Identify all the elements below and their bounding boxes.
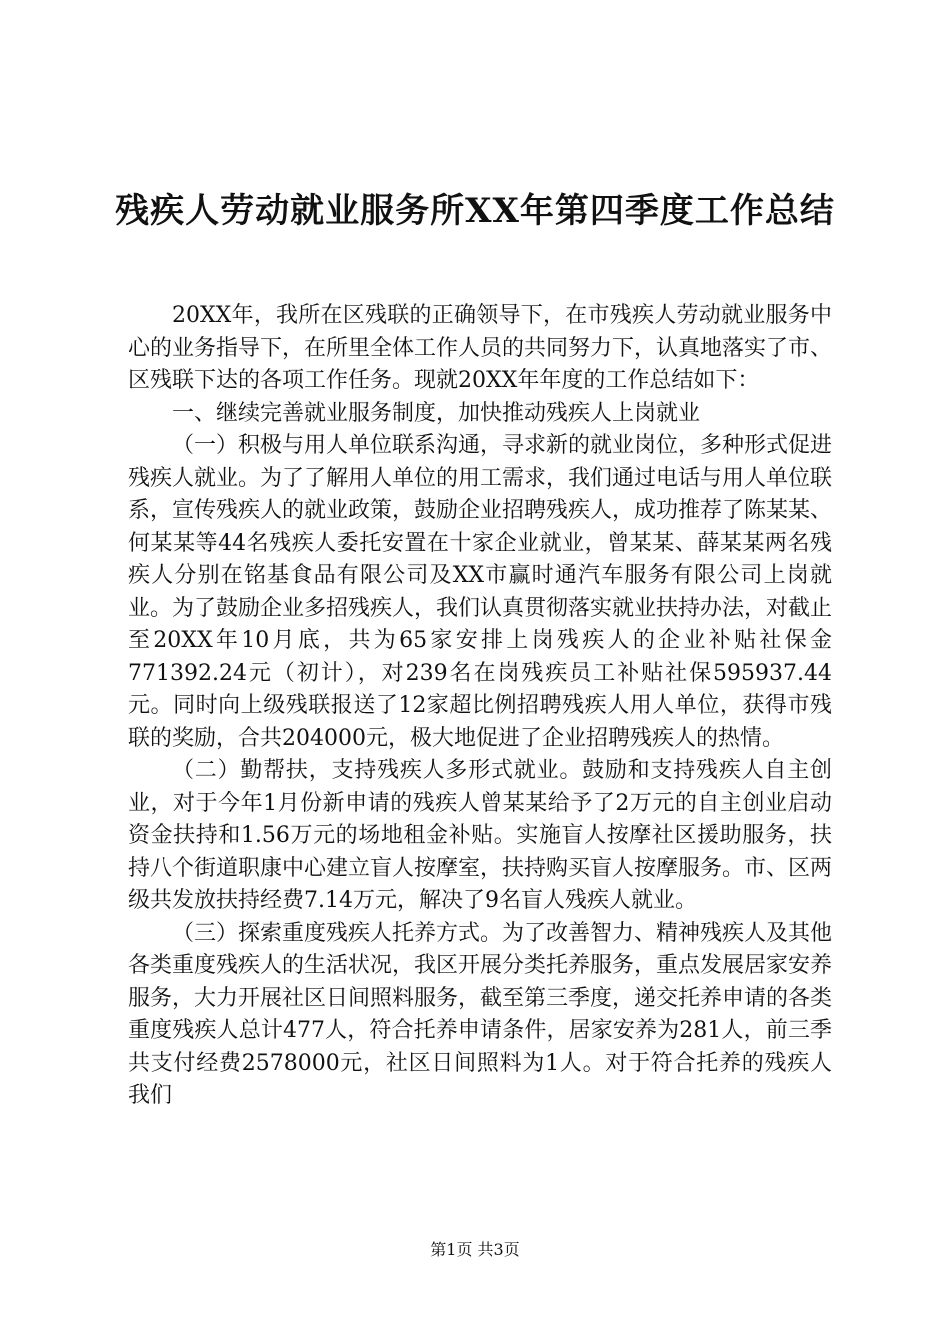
paragraph-item-3: （三）探索重度残疾人托养方式。为了改善智力、精神残疾人及其他各类重度残疾人的生活状况，我区开展分类托养服务，重点发展居家安养服务，大力开展社区日间照料服务，截至第三季度，递交托养申请的各类重度残疾人总计477人，符合托养申请条件，居家安养为281人，前三季共支付经费2578000元，社区日间照料为1人。对于符合托养的残疾人我们 [128,920,833,1108]
paragraph-item-1: （一）积极与用人单位联系沟通，寻求新的就业岗位，多种形式促进残疾人就业。为了了解用人单位的用工需求，我们通过电话与用人单位联系，宣传残疾人的就业政策，鼓励企业招聘残疾人，成功推荐了陈某某、何某某等44名残疾人委托安置在十家企业就业，曾某某、薛某某两名残疾人分别在铭基食品有限公司及XX市赢时通汽车服务有限公司上岗就业。为了鼓励企业多招残疾人，我们认真贯彻落实就业扶持办法，对截止至20XX年10月底，共为65家安排上岗残疾人的企业补贴社保金771392.24元（初计），对239名在岗残疾员工补贴社保595937.44元。同时向上级残联报送了12家超比例招聘残疾人用人单位，获得市残联的奖励，合共204000元，极大地促进了企业招聘残疾人的热情。 [128,433,833,751]
document-title: 残疾人劳动就业服务所XX年第四季度工作总结 [115,191,835,231]
document-body [128,300,832,1113]
section-heading: 一、继续完善就业服务制度，加快推动残疾人上岗就业 [172,400,701,426]
page-footer: 第1页 共3页 [430,1240,520,1259]
paragraph-item-2: （二）勤帮扶，支持残疾人多形式就业。鼓励和支持残疾人自主创业，对于今年1月份新申请的残疾人曾某某给予了2万元的自主创业启动资金扶持和1.56万元的场地租金补贴。实施盲人按摩社区援助服务，扶持八个街道职康中心建立盲人按摩室，扶持购买盲人按摩服务。市、区两级共发放扶持经费7.14万元，解决了9名盲人残疾人就业。 [128,758,833,913]
intro-paragraph: 20XX年，我所在区残联的正确领导下，在市残疾人劳动就业服务中心的业务指导下，在所里全体工作人员的共同努力下，认真地落实了市、区残联下达的各项工作任务。现就20XX年年度的工作总结如下： [128,303,833,393]
